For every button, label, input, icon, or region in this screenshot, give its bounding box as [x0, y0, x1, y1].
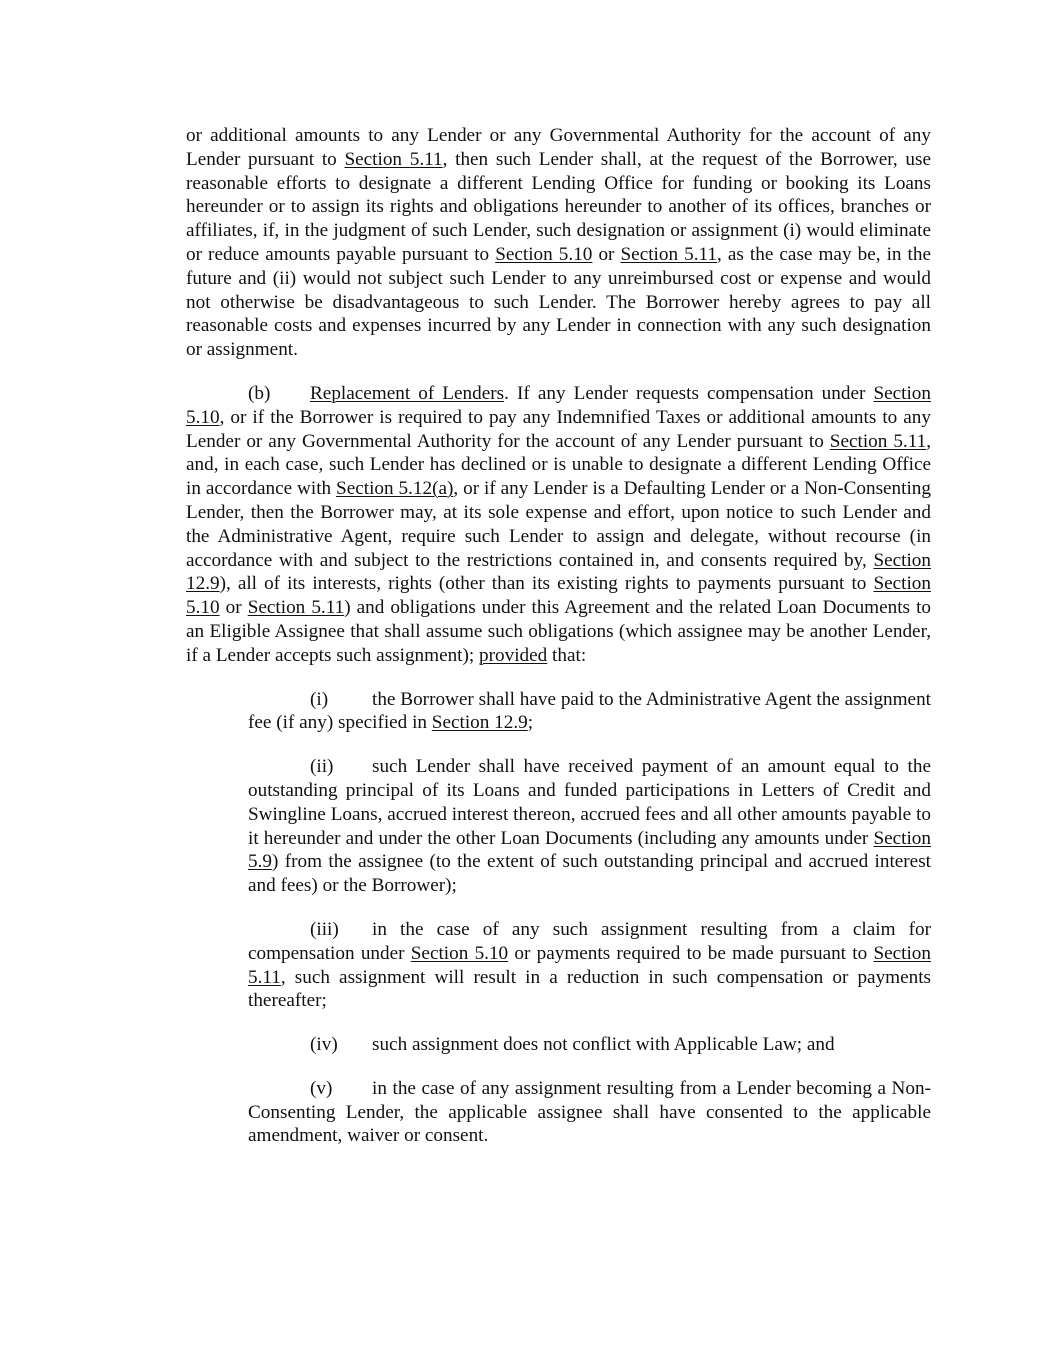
text: or payments required to be made pursuant to [508, 942, 874, 964]
text: , then such Lender shall, at the request of the Borrower, use reasonable efforts to designate a different Lending Office for funding or booking its Loans hereunder or to assign its rights and obligations hereunder to another of its offices, branches or affiliates, if, in the judgment of such Lender, such designation or assignment (i) would eliminate or reduce amounts payable pursuant to [186, 148, 932, 265]
text: that: [547, 644, 587, 666]
clause-label: (i) [310, 688, 329, 710]
section-reference: Section 5.11 [247, 597, 345, 619]
paragraph-b-replacement-of-lenders [186, 382, 931, 668]
text: , such assignment will result in a reduction in such compensation or payments thereafter; [248, 966, 931, 1012]
section-reference: Section 5.10 [495, 243, 593, 265]
text: in the case of any assignment resulting from a Lender becoming a Non-Consenting Lender, the applicable assignee shall have consented to the applicable amendment, waiver or consent. [248, 1077, 931, 1147]
clause-v [248, 1077, 931, 1148]
clause-label: (ii) [310, 756, 334, 778]
paragraph-label: (b) [248, 382, 271, 404]
clause-label: (iv) [310, 1034, 338, 1056]
text: such Lender shall have received payment of an amount equal to the outstanding principal of its Loans and funded participations in Letters of Credit and Swingline Loans, accrued interest thereon, accrued fees and all other amounts payable to it hereunder and under the other Loan Documents (including any amounts under [248, 756, 931, 849]
text: , and, in each case, such Lender has declined or is unable to designate a different Lending Office in accordance with [186, 430, 931, 500]
section-reference: Section 5.11 [248, 942, 931, 988]
text: . If any Lender requests compensation under [504, 382, 874, 404]
provided-term: provided [479, 644, 548, 666]
section-reference: Section 12.9 [186, 549, 931, 595]
text: , as the case may be, in the future and (ii) would not subject such Lender to any unreimbursed cost or expense and would not otherwise be disadvantageous to such Lender. The Borrower hereby agrees to pay all reasonable costs and expenses incurred by any Lender in connection with any such designation or assignment. [186, 243, 932, 361]
clause-i [248, 688, 931, 736]
section-reference: Section 5.10 [186, 573, 931, 619]
clause-label: (iii) [310, 918, 339, 940]
text: ) and obligations under this Agreement and the related Loan Documents to an Eligible Assignee that shall assume such obligations (which assignee may be another Lender, if a Lender accepts such assignment); [186, 597, 932, 666]
section-reference: Section 12.9 [431, 712, 528, 734]
text: ) from the assignee (to the extent of such outstanding principal and accrued interest and fees) or the Borrower); [248, 851, 931, 897]
document-page [186, 124, 931, 1168]
section-reference: Section 5.11 [829, 430, 927, 452]
section-reference: Section 5.11 [620, 243, 717, 265]
text: or additional amounts to any Lender or any Governmental Authority for the account of any Lender pursuant to [186, 125, 931, 170]
text: the Borrower shall have paid to the Administrative Agent the assignment fee (if any) specified in [248, 688, 931, 734]
text: or [592, 243, 621, 265]
paragraph-continuation [186, 124, 931, 362]
clause-iv [248, 1033, 931, 1057]
clause-label: (v) [310, 1077, 333, 1099]
clause-iii [248, 918, 931, 1013]
text: such assignment does not conflict with Applicable Law; and [372, 1034, 835, 1056]
section-reference: Section 5.10 [410, 942, 509, 964]
text: or [219, 597, 248, 619]
section-reference: Section 5.10 [186, 382, 931, 428]
text: ; [527, 712, 534, 734]
text: , or if any Lender is a Defaulting Lender or a Non-Consenting Lender, then the Borrower may, at its sole expense and effort, upon notice to such Lender and the Administrative Agent, require such Lender to assign and delegate, without recourse (in accordance with and subject to the restrictions contained in, and consents required by, [186, 478, 931, 571]
text: in the case of any such assignment resulting from a claim for compensation under [248, 918, 931, 964]
text: , or if the Borrower is required to pay any Indemnified Taxes or additional amounts to any Lender or any Governmental Authority for the account of any Lender pursuant to [186, 406, 931, 452]
clause-ii [248, 755, 931, 898]
paragraph-heading: Replacement of Lenders [310, 382, 505, 404]
section-reference: Section 5.11 [344, 148, 443, 170]
text: ), all of its interests, rights (other than its existing rights to payments pursuant to [219, 573, 874, 595]
section-reference: Section 5.9 [248, 827, 931, 873]
section-reference: Section 5.12(a) [336, 478, 454, 500]
